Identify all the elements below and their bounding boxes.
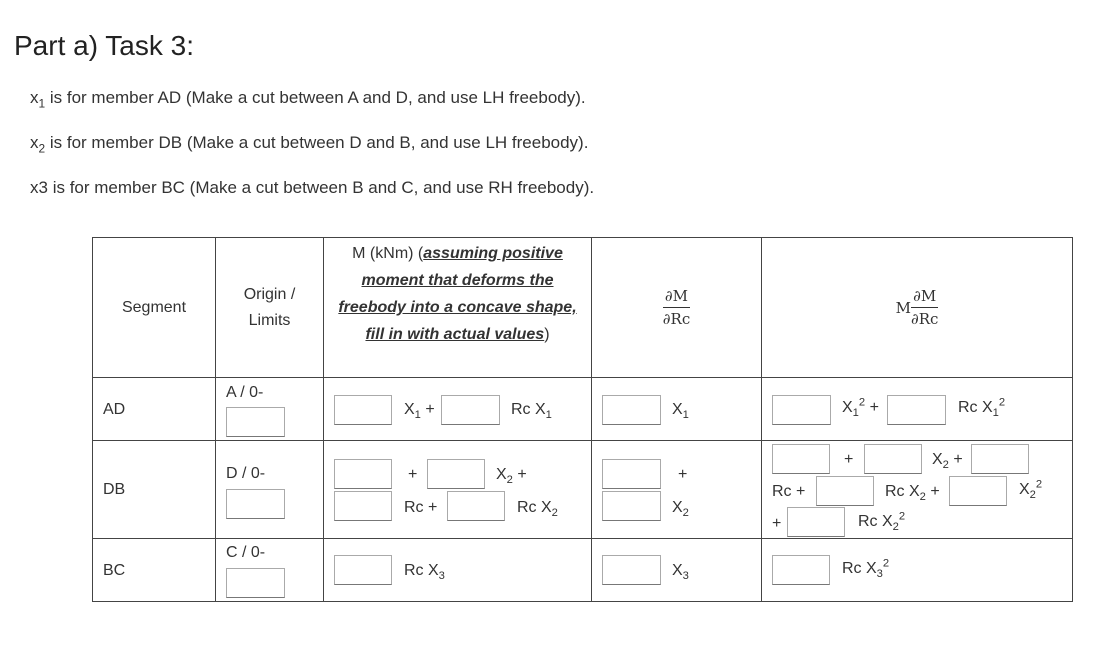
line-2-sub: 2 — [38, 141, 46, 156]
ad-moment-cell — [324, 378, 592, 441]
bc-mdm-term: Rc $X_3^2$ — [842, 557, 890, 581]
row-db — [93, 441, 1073, 539]
ad-moment-term1: $X_1$ + — [404, 401, 435, 422]
db-dm-plus: + — [678, 466, 688, 483]
header-moment-text — [334, 240, 581, 348]
ad-mdm-coef1-input[interactable] — [772, 395, 831, 425]
header-segment — [93, 238, 216, 378]
ad-mdm-cell — [762, 378, 1073, 441]
bc-dm-coef-input[interactable] — [602, 555, 661, 585]
ad-origin: A / 0- — [226, 384, 264, 401]
header-moment-prefix: M (kNm) ( — [352, 245, 424, 262]
row-bc — [93, 539, 1073, 602]
db-mdm-plus1: + — [844, 451, 854, 468]
db-mdm-term1: $X_2$ + — [932, 451, 963, 472]
db-mdm-term5: Rc $X_2^2$ — [858, 510, 906, 534]
ad-origin-cell — [216, 378, 324, 441]
header-dm-drc — [592, 238, 762, 378]
line-2-var: x — [30, 133, 39, 152]
description-line-3 — [30, 178, 594, 198]
row-ad — [93, 378, 1073, 441]
db-segment: DB — [103, 481, 126, 498]
bc-mdm-cell — [762, 539, 1073, 602]
ad-moment-coef1-input[interactable] — [334, 395, 392, 425]
page-title: Part a) Task 3: — [14, 30, 195, 61]
db-moment-term1: $X_2$ + — [496, 466, 527, 487]
moment-table — [92, 237, 1073, 602]
ad-dm-term: $X_1$ — [672, 401, 689, 422]
db-limit-input[interactable] — [226, 489, 285, 519]
ad-mdm-term2: Rc $X_1^2$ — [958, 396, 1006, 420]
bc-segment: BC — [103, 562, 126, 579]
header-moment — [324, 238, 592, 378]
ad-moment-coef2-input[interactable] — [441, 395, 500, 425]
header-origin-line2: Limits — [248, 311, 291, 329]
header-segment-label: Segment — [121, 298, 187, 316]
line-1-text: is for member AD (Make a cut between A and D, and use LH freebody). — [45, 88, 586, 107]
bc-origin: C / 0- — [226, 544, 266, 561]
bc-origin-cell — [216, 539, 324, 602]
db-moment-term3: Rc $X_2$ — [517, 499, 558, 520]
db-dm-term: $X_2$ — [672, 499, 689, 520]
db-mdm-coef2-input[interactable] — [864, 444, 922, 474]
bc-segment-cell — [93, 539, 216, 602]
ad-mdm-term1: $X_1^2$ + — [842, 396, 879, 420]
mdm-drc-fraction — [911, 287, 938, 328]
dm-drc-fraction — [663, 287, 690, 328]
db-moment-term2: Rc + — [404, 499, 438, 516]
ad-moment-term2: Rc $X_1$ — [511, 401, 552, 422]
ad-mdm-coef2-input[interactable] — [887, 395, 946, 425]
db-mdm-coef5-input[interactable] — [949, 476, 1007, 506]
db-mdm-coef6-input[interactable] — [787, 507, 845, 537]
db-moment-coef1-input[interactable] — [334, 459, 392, 489]
bc-limit-input[interactable] — [226, 568, 285, 598]
db-mdm-coef3-input[interactable] — [971, 444, 1029, 474]
db-mdm-plus2: + — [772, 515, 782, 532]
line-1-var: x — [30, 88, 39, 107]
ad-dm-coef-input[interactable] — [602, 395, 661, 425]
db-mdm-term2: Rc + — [772, 483, 806, 500]
bc-moment-term: Rc $X_3$ — [404, 562, 445, 583]
mdm-den: ∂Rc — [910, 310, 939, 328]
db-moment-coef3-input[interactable] — [334, 491, 392, 521]
line-2-text: is for member DB (Make a cut between D and B, and use LH freebody). — [45, 133, 589, 152]
db-dm-coef1-input[interactable] — [602, 459, 661, 489]
line-3-text: is for member BC (Make a cut between B and C, and use RH freebody). — [47, 178, 595, 197]
header-origin-line1: Origin / — [243, 285, 296, 303]
db-dm-coef2-input[interactable] — [602, 491, 661, 521]
db-segment-cell — [93, 441, 216, 539]
header-row — [93, 238, 1073, 378]
db-origin-cell — [216, 441, 324, 539]
db-mdm-coef4-input[interactable] — [816, 476, 874, 506]
bc-dm-term: $X_3$ — [672, 562, 689, 583]
mdm-num: ∂M — [911, 287, 938, 308]
header-origin — [216, 238, 324, 378]
description-line-2 — [30, 133, 589, 156]
db-moment-cell — [324, 441, 592, 539]
header-moment-emph: assuming positive moment that deforms the freebody into a concave shape, fill in with actual values — [338, 245, 577, 343]
bc-mdm-coef-input[interactable] — [772, 555, 830, 585]
dm-den: ∂Rc — [662, 310, 691, 328]
db-dm-cell — [592, 441, 762, 539]
ad-dm-cell — [592, 378, 762, 441]
bc-dm-cell — [592, 539, 762, 602]
dm-num: ∂M — [663, 287, 690, 308]
header-m-dm-drc — [762, 238, 1073, 378]
db-moment-coef2-input[interactable] — [427, 459, 485, 489]
line-3-var: x3 — [30, 178, 48, 197]
db-mdm-term4: $X_2^2$ — [1019, 478, 1043, 502]
db-moment-plus: + — [408, 466, 418, 483]
header-moment-suffix: ) — [544, 326, 550, 343]
ad-segment: AD — [103, 401, 126, 418]
db-mdm-term3: Rc $X_2$ + — [885, 483, 940, 504]
mdm-prefix: M — [895, 298, 911, 317]
bc-moment-coef-input[interactable] — [334, 555, 392, 585]
db-origin: D / 0- — [226, 465, 266, 482]
bc-moment-cell — [324, 539, 592, 602]
db-mdm-coef1-input[interactable] — [772, 444, 830, 474]
ad-segment-cell — [93, 378, 216, 441]
description-line-1 — [30, 88, 586, 111]
db-mdm-cell — [762, 441, 1073, 539]
line-1-sub: 1 — [38, 96, 46, 111]
db-moment-coef4-input[interactable] — [447, 491, 505, 521]
ad-limit-input[interactable] — [226, 407, 285, 437]
